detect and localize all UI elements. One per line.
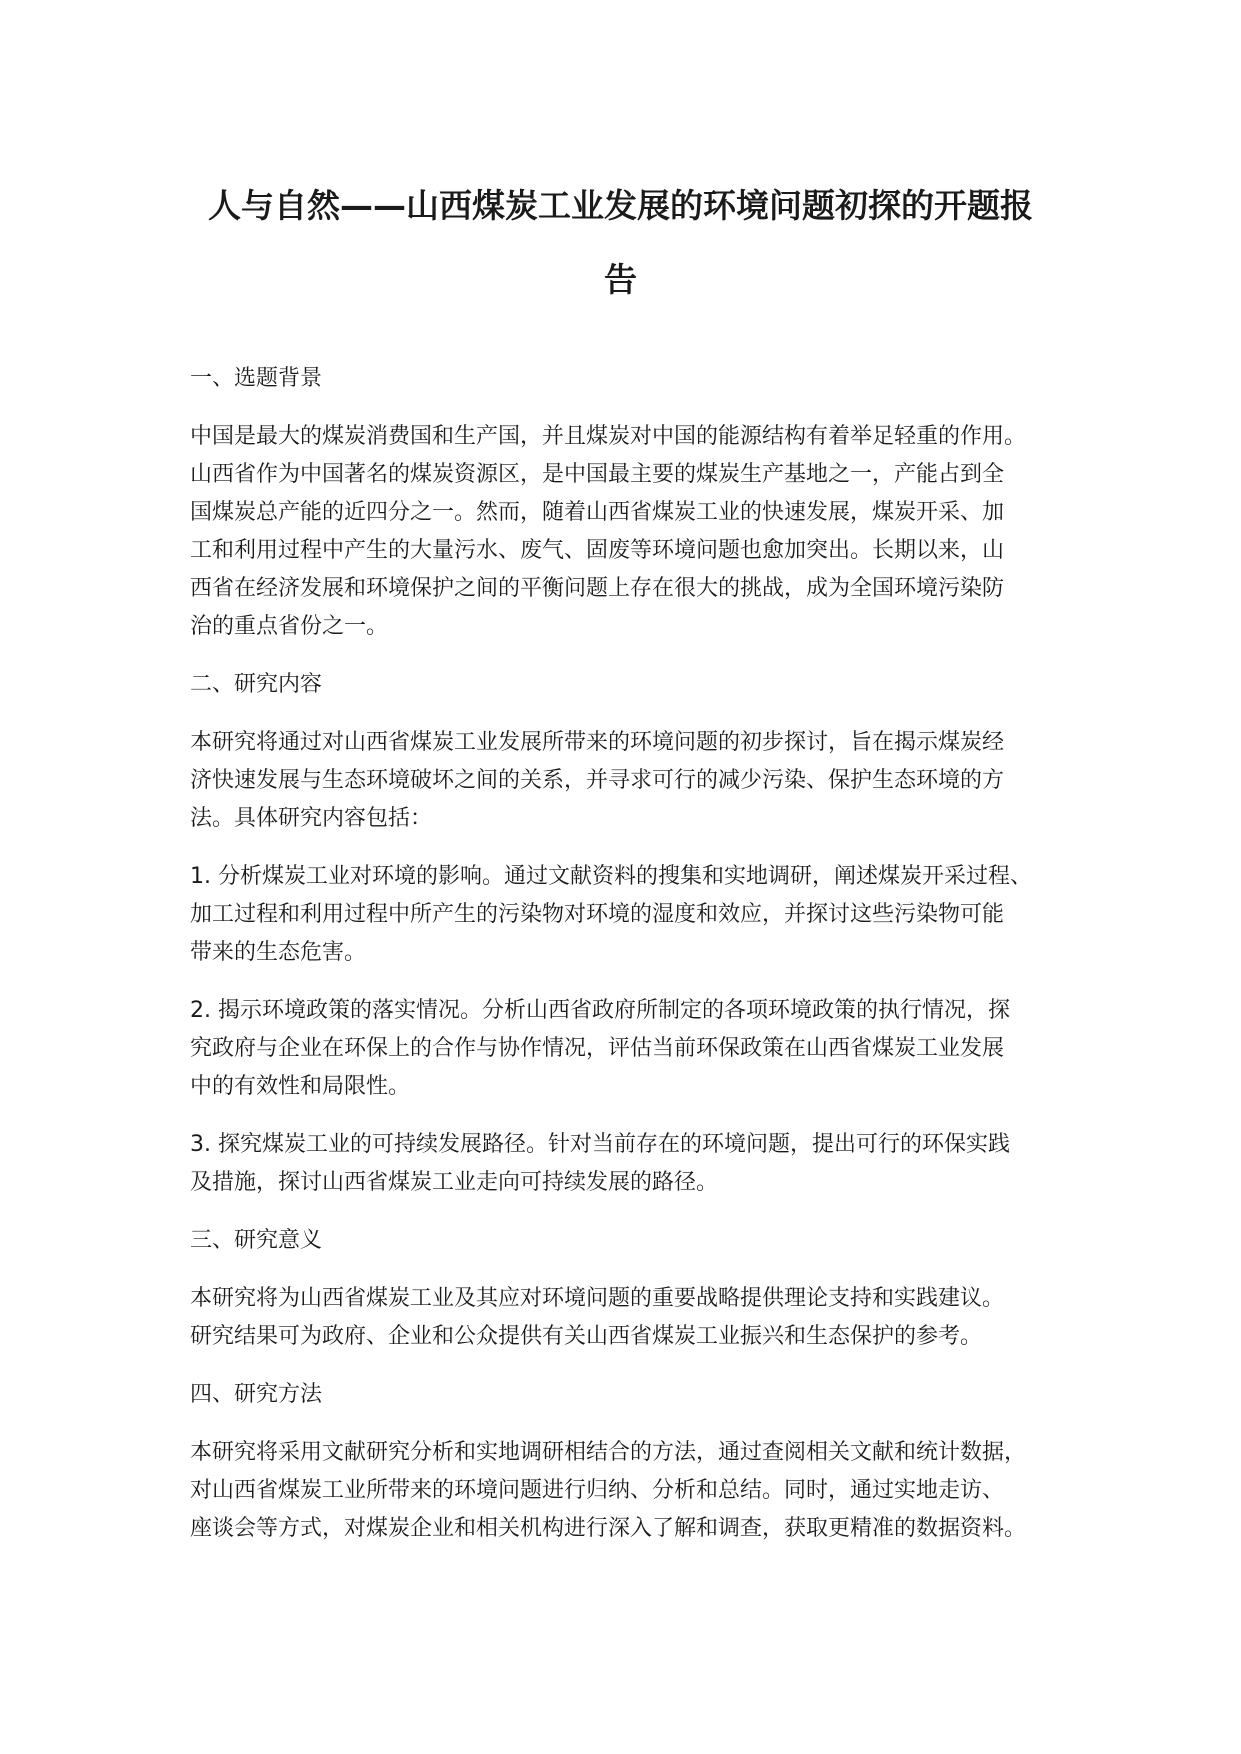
paragraph-line: 加工过程和利用过程中所产生的污染物对环境的湿度和效应，并探讨这些污染物可能 — [190, 902, 1005, 927]
paragraph — [190, 724, 1080, 838]
paragraph — [190, 858, 1080, 972]
document-body — [190, 360, 1080, 1568]
paragraph-line: 国煤炭总产能的近四分之一。然而，随着山西省煤炭工业的快速发展，煤炭开采、加 — [190, 500, 1005, 525]
paragraph-line: 本研究将采用文献研究分析和实地调研相结合的方法，通过查阅相关文献和统计数据， — [190, 1440, 1027, 1465]
paragraph-line: 2. 揭示环境政策的落实情况。分析山西省政府所制定的各项环境政策的执行情况，探 — [190, 998, 1010, 1023]
paragraph-line: 本研究将为山西省煤炭工业及其应对环境问题的重要战略提供理论支持和实践建议。 — [190, 1286, 1005, 1311]
section-heading: 二、研究内容 — [190, 672, 323, 697]
section-heading: 三、研究意义 — [190, 1228, 323, 1253]
paragraph-line: 山西省作为中国著名的煤炭资源区，是中国最主要的煤炭生产基地之一，产能占到全 — [190, 462, 1005, 487]
paragraph-line: 对山西省煤炭工业所带来的环境问题进行归纳、分析和总结。同时，通过实地走访、 — [190, 1478, 1005, 1503]
paragraph-line: 及措施，探讨山西省煤炭工业走向可持续发展的路径。 — [190, 1170, 719, 1195]
paragraph — [190, 418, 1080, 646]
paragraph-line: 中的有效性和局限性。 — [190, 1074, 411, 1099]
paragraph-line: 带来的生态危害。 — [190, 940, 367, 965]
document-title-line-2: 告 — [604, 260, 637, 299]
paragraph — [190, 992, 1080, 1106]
paragraph-line: 治的重点省份之一。 — [190, 614, 389, 639]
paragraph-line: 本研究将通过对山西省煤炭工业发展所带来的环境问题的初步探讨，旨在揭示煤炭经 — [190, 730, 1005, 755]
paragraph-line: 工和利用过程中产生的大量污水、废气、固废等环境问题也愈加突出。长期以来，山 — [190, 538, 1005, 563]
paragraph-line: 济快速发展与生态环境破坏之间的关系，并寻求可行的减少污染、保护生态环境的方 — [190, 768, 1005, 793]
paragraph-line: 究政府与企业在环保上的合作与协作情况，评估当前环保政策在山西省煤炭工业发展 — [190, 1036, 1005, 1061]
paragraph-line: 中国是最大的煤炭消费国和生产国，并且煤炭对中国的能源结构有着举足轻重的作用。 — [190, 424, 1027, 449]
paragraph-line: 3. 探究煤炭工业的可持续发展路径。针对当前存在的环境问题，提出可行的环保实践 — [190, 1132, 1010, 1157]
paragraph — [190, 1280, 1080, 1356]
paragraph-line: 研究结果可为政府、企业和公众提供有关山西省煤炭工业振兴和生态保护的参考。 — [190, 1324, 983, 1349]
section-heading: 四、研究方法 — [190, 1382, 323, 1407]
paragraph — [190, 1126, 1080, 1202]
section-heading: 一、选题背景 — [190, 366, 323, 391]
document-title-line-1: 人与自然——山西煤炭工业发展的环境问题初探的开题报 — [208, 186, 1033, 225]
paragraph — [190, 1434, 1080, 1548]
paragraph-line: 1. 分析煤炭工业对环境的影响。通过文献资料的搜集和实地调研，阐述煤炭开采过程、 — [190, 864, 1032, 889]
paragraph-line: 座谈会等方式，对煤炭企业和相关机构进行深入了解和调查，获取更精准的数据资料。 — [190, 1516, 1027, 1541]
paragraph-line: 西省在经济发展和环境保护之间的平衡问题上存在很大的挑战，成为全国环境污染防 — [190, 576, 1005, 601]
paragraph-line: 法。具体研究内容包括： — [190, 806, 433, 831]
